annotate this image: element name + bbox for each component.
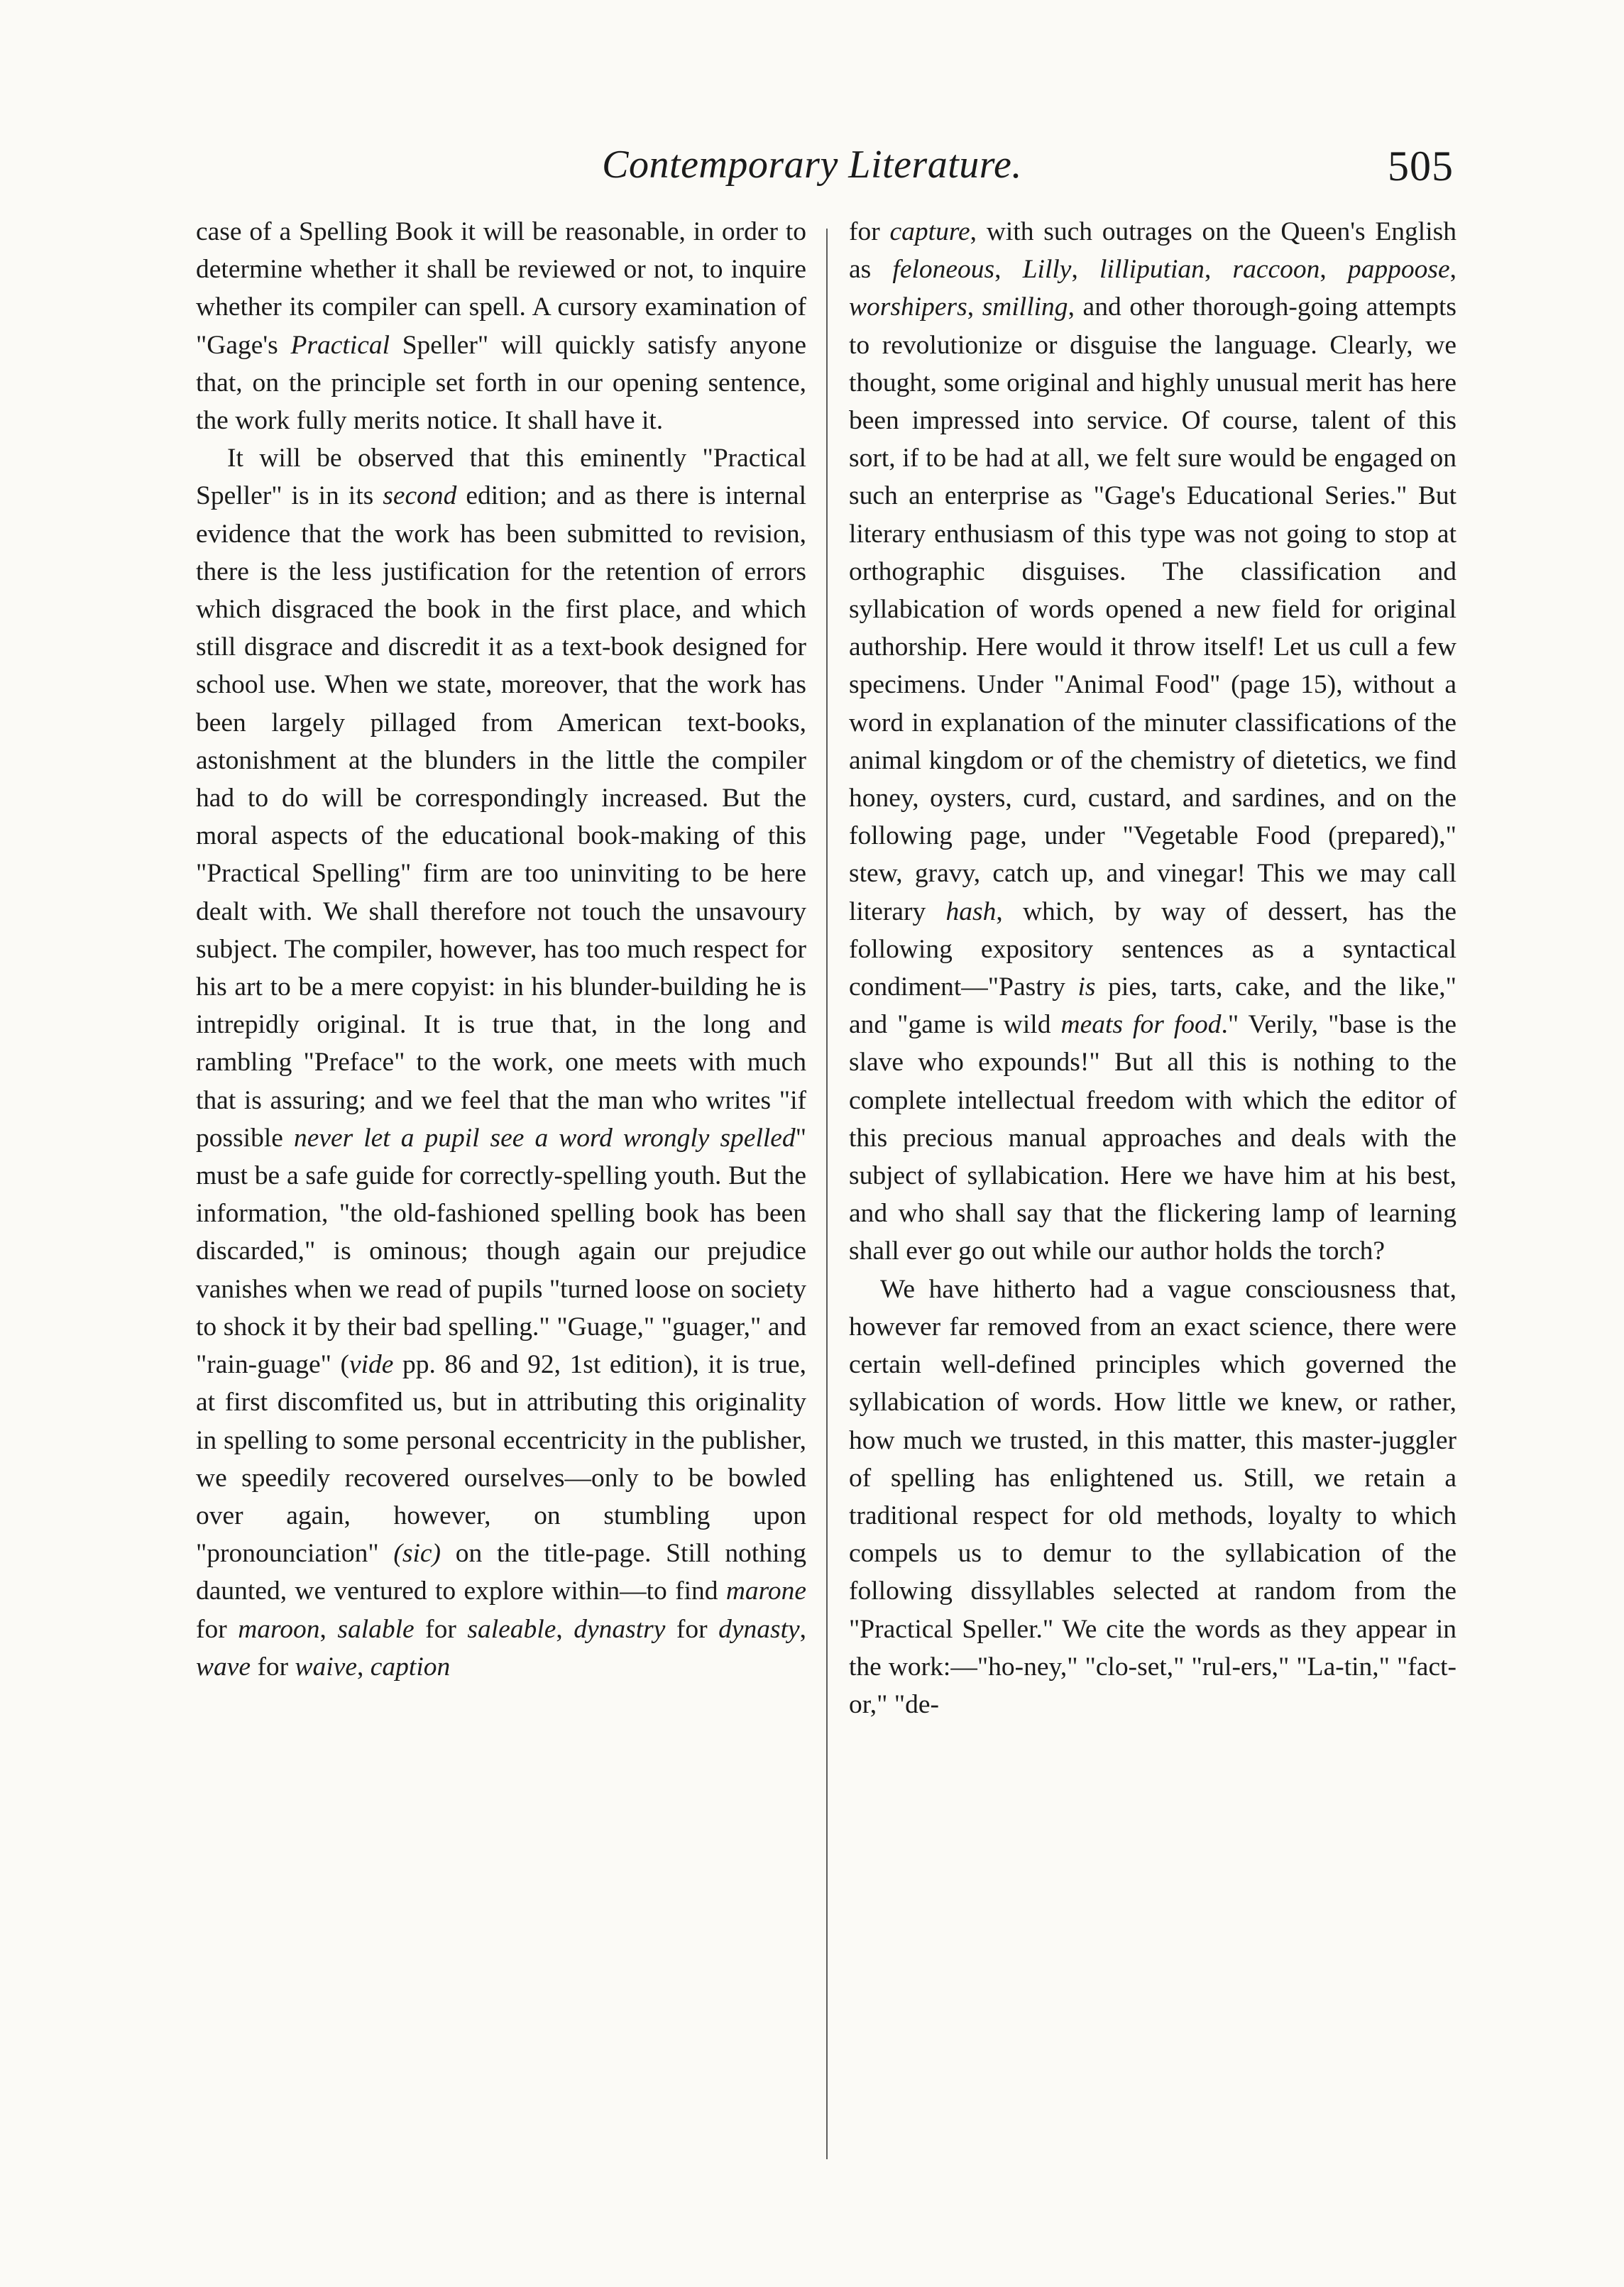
running-title: Contemporary Literature. [602,143,1022,187]
text-run: " must be a safe guide for correctly-spelling youth. But the information, "the old-fashioned spelling book has been discarded," is ominous; though again our prejudice vanishes when we read of pupils "turned loose on society to shock it by their bad spelling." "Guage," "guager," and "rain-guage" ( [196,1123,806,1380]
text-run: for [251,1652,295,1682]
text-run: It will be observed that this eminently "Practical Speller" is in its [196,444,806,511]
italic-text: capture [889,217,970,246]
text-run: Speller" will quickly satisfy anyone that, on the principle set forth in our opening sentence, the work fully merits notice. It shall have it. [196,330,806,436]
text-run: , [799,1614,807,1644]
italic-text: (sic) [393,1539,441,1569]
italic-text: caption [370,1652,451,1682]
text-run: , [556,1614,574,1644]
text-run: , [357,1652,371,1682]
text-run: pies, tarts, cake, and the like," and "game is wild [849,972,1456,1040]
text-run: , [1071,255,1099,285]
italic-text: dynasty [718,1614,800,1644]
italic-text: meats for food [1060,1010,1222,1040]
paragraph [196,213,806,439]
text-run: , [1449,255,1457,285]
column-divider [826,229,828,2159]
italic-text: wave [196,1652,251,1682]
italic-text: salable [337,1614,415,1644]
italic-text: Practical [290,330,390,360]
text-run: , [994,255,1023,285]
italic-text: worshipers [849,292,967,322]
text-run: , and other thorough-going attempts to revolutionize or disguise the language. Clearly, we thought, some original and highly unusual merit has here been impressed into service. Of course, talent of this sort, if to be had at all, we felt sure would be engaged on such an enterprise as "Gage's Educational Series." But literary enthusiasm of this type was not going to stop at orthographic disguises. The classification and syllabication of words opened a new field for original authorship. Here would it throw itself! Let us cull a few specimens. Under "Animal Food" (page 15), without a word in explanation of the minuter classifications of the animal kingdom or of the chemistry of dietetics, we find honey, oysters, curd, custard, and sardines, and on the following page, under "Vegetable Food (prepared)," stew, gravy, catch up, and vinegar! This we may call literary [849,292,1456,926]
text-run: We have hitherto had a vague consciousness that, however far removed from an exact science, there were certain well-defined principles which governed the syllabication of words. How little we knew, or rather, how much we trusted, in this matter, this master-juggler of spelling has enlightened us. Still, we retain a traditional respect for old methods, loyalty to which compels us to demur to the syllabication of the following dissyllables selected at random from the "Practical Speller." We cite the words as they appear in the work:—"ho-ney," "clo-set," "rul-ers," "La-tin," "fact-or," "de- [849,1274,1456,1719]
text-run: for [849,217,890,246]
right-column [849,213,1456,1723]
italic-text: lilliputian [1099,255,1205,285]
italic-text: second [383,481,457,511]
italic-text: marone [725,1576,806,1606]
italic-text: hash [945,896,997,926]
italic-text: raccoon [1232,255,1320,285]
text-run: on the title-page. Still nothing daunted, we ventured to explore within—to find [196,1539,806,1606]
text-run: , which, by way of dessert, has the following expository sentences as a syntactical condiment—"Pastry [849,896,1456,1002]
italic-text: saleable [467,1614,556,1644]
page-header [0,142,1624,199]
left-column [196,213,806,1686]
italic-text: waive [295,1652,358,1682]
paragraph [196,439,806,1686]
paragraph [849,213,1456,1271]
text-run: , [1320,255,1348,285]
page-number: 505 [1388,143,1454,190]
italic-text: is [1077,972,1096,1002]
paragraph [849,1271,1456,1723]
italic-text: feloneous [892,255,995,285]
text-run: for [414,1614,468,1644]
text-run: , [319,1614,338,1644]
text-run: , [967,292,982,322]
text-run: , [1204,255,1233,285]
text-run: for [196,1614,238,1644]
italic-text: pappoose [1347,255,1450,285]
italic-text: maroon [238,1614,320,1644]
italic-text: Lilly [1022,255,1072,285]
text-run: pp. 86 and 92, 1st edition), it is true, at first discomfited us, but in attributing this originality in spelling to some personal eccentricity in the publisher, we speedily recovered ourselves—only to be bowled over again, however, on stumbling upon "pronounciation" [196,1350,806,1569]
text-run: for [665,1614,719,1644]
italic-text: dynastry [574,1614,666,1644]
italic-text: never let a pupil see a word wrongly spelled [293,1123,796,1153]
italic-text: vide [349,1350,394,1380]
text-run: edition; and as there is internal evidence that the work has been submitted to revision, there is the less justification for the retention of errors which disgraced the book in the first place, and which still disgrace and discredit it as a text-book designed for school use. When we state, moreover, that the work has been largely pillaged from American text-books, astonishment at the blunders in the little the compiler had to do will be correspondingly increased. But the moral aspects of the educational book-making of this "Practical Spelling" firm are too uninviting to be here dealt with. We shall therefore not touch the unsavoury subject. The compiler, however, has too much respect for his art to be a mere copyist: in his blunder-building he is intrepidly original. It is true that, in the long and rambling "Preface" to the work, one meets with much that is assuring; and we feel that the man who writes "if possible [196,481,806,1153]
italic-text: smilling [982,292,1068,322]
text-run: case of a Spelling Book it will be reasonable, in order to determine whether it shall be reviewed or not, to inquire whether its compiler can spell. A cursory examination of "Gage's [196,217,806,360]
text-run: , with such outrages on the Queen's English as [849,217,1456,285]
text-run: ." Verily, "base is the slave who expounds!" But all this is nothing to the complete intellectual freedom with which the editor of this precious manual approaches and deals with the subject of syllabication. Here we have him at his best, and who shall say that the flickering lamp of learning shall ever go out while our author holds the torch? [849,1010,1457,1266]
